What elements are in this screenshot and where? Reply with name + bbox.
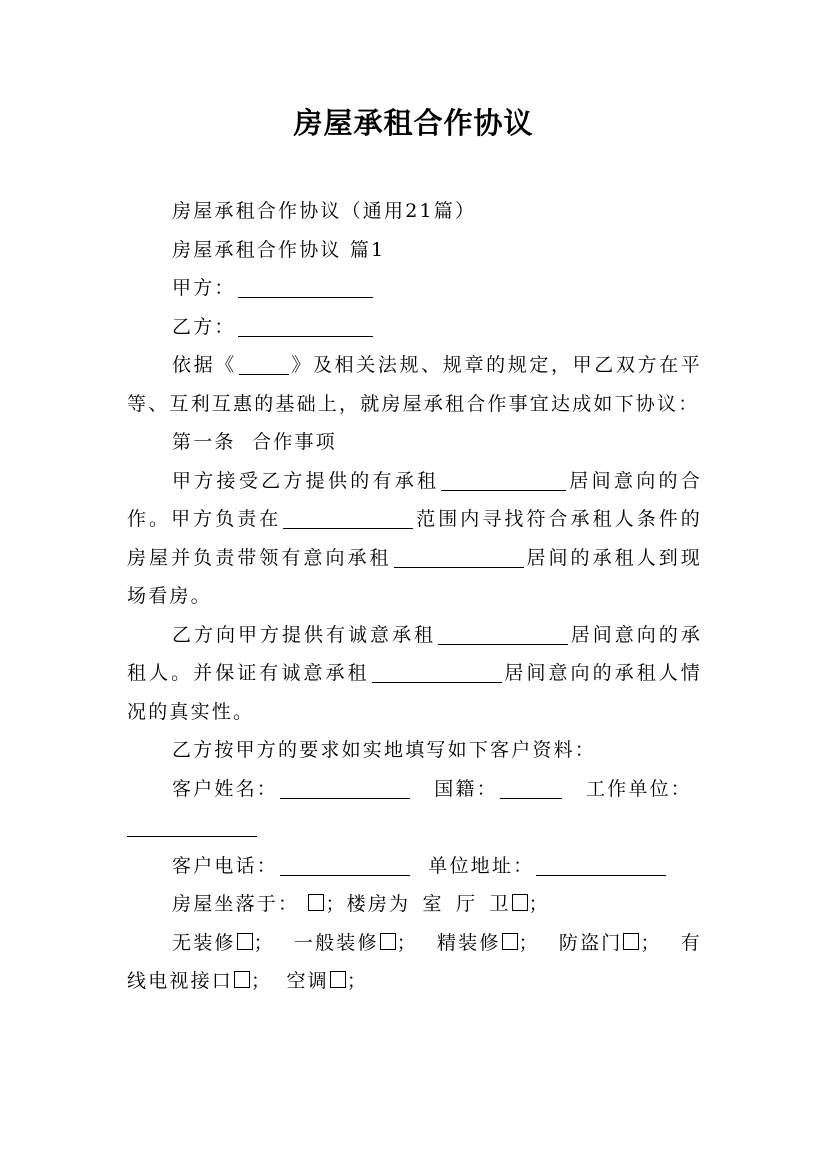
client-info-intro: 乙方按甲方的要求如实地填写如下客户资料： (172, 739, 597, 761)
client-phone-label: 客户电话： (172, 854, 279, 877)
law-name-blank[interactable] (239, 350, 289, 375)
house-location-line (127, 885, 702, 924)
room-label: 室 (422, 893, 444, 915)
party-b-label: 乙方： (172, 315, 236, 338)
rent-type-blank-2[interactable] (394, 543, 524, 568)
separator: ； (253, 931, 275, 954)
cable-tv-label-a: 有 (680, 931, 702, 954)
client-name-label: 客户姓名： (172, 777, 279, 800)
general-decor-label: 一般装修 (293, 931, 379, 954)
work-unit-blank[interactable] (127, 812, 257, 837)
client-phone-line (127, 847, 702, 886)
cooperation-paragraph-b (127, 616, 702, 732)
no-decor-label: 无装修 (172, 931, 236, 954)
fine-decor-label: 精装修 (436, 931, 501, 954)
bath-semicolon: ； (528, 893, 550, 915)
rent-type-blank-1[interactable] (441, 466, 566, 491)
security-door-label: 防盗门 (558, 931, 623, 954)
client-name-line (127, 770, 702, 809)
separator: ； (640, 931, 662, 954)
hall-label: 厅 (455, 893, 478, 915)
aircon-checkbox[interactable] (330, 971, 346, 988)
basis-paragraph (127, 346, 702, 423)
house-location-checkbox[interactable] (308, 894, 324, 911)
unit-address-label: 单位地址： (428, 854, 535, 877)
article-1-heading: 第一条 合作事项 (172, 431, 337, 453)
para-a-text-a: 甲方接受乙方提供的有承租 (172, 469, 440, 492)
party-b-line (127, 308, 702, 347)
decoration-options-line (127, 924, 702, 963)
bath-checkbox[interactable] (512, 894, 528, 911)
house-location-label: 房屋坐落于： (172, 893, 300, 915)
para-b-text-b: 居间意向的承租人。并保证有诚意承租 (127, 623, 702, 684)
client-phone-blank[interactable] (280, 851, 410, 876)
building-label: ；楼房为 (325, 893, 411, 915)
work-unit-label: 工作单位： (585, 777, 692, 800)
party-a-line (127, 269, 702, 308)
cable-tv-label-b: 线电视接口 (127, 970, 234, 992)
nationality-blank[interactable] (500, 774, 562, 799)
basis-text-a: 依据《 (172, 354, 237, 376)
cable-aircon-line (127, 962, 702, 1001)
para-a-text-d: 居间的承租人到现场看房。 (127, 546, 702, 607)
rent-type-blank-4[interactable] (372, 658, 502, 683)
basis-text-b: 》及相关法规、规章的规定，甲乙双方在平等、互利互惠的基础上，就房屋承租合作事宜达成如下协议： (127, 354, 702, 415)
separator: ； (346, 970, 369, 992)
subtitle: 房屋承租合作协议（通用21篇） (172, 200, 477, 222)
bath-label: 卫 (489, 893, 511, 915)
party-a-label: 甲方： (172, 277, 236, 299)
separator: ； (396, 931, 418, 954)
para-b-text-a: 乙方向甲方提供有诚意承租 (172, 623, 436, 646)
party-a-blank[interactable] (238, 273, 373, 298)
security-door-checkbox[interactable] (623, 933, 639, 950)
rent-type-blank-3[interactable] (438, 620, 568, 645)
client-name-blank[interactable] (280, 774, 410, 799)
para-b-text-c: 居间意向的承租人情况的真实性。 (127, 662, 702, 723)
general-decor-checkbox[interactable] (380, 933, 396, 950)
aircon-label: 空调 (286, 970, 329, 992)
document-body (127, 192, 702, 1001)
no-decor-checkbox[interactable] (237, 933, 253, 950)
cable-tv-checkbox[interactable] (234, 971, 250, 988)
work-unit-line (127, 808, 702, 847)
cooperation-paragraph-a (127, 462, 702, 616)
document-title: 房屋承租合作协议 (293, 106, 534, 140)
fine-decor-checkbox[interactable] (502, 933, 518, 950)
para-a-text-c: 范围内寻找符合承租人条件的房屋并负责带领有意向承租 (127, 508, 702, 569)
separator: ； (251, 970, 273, 992)
nationality-label: 国籍： (434, 777, 498, 800)
unit-address-blank[interactable] (536, 851, 666, 876)
separator: ； (518, 931, 540, 954)
area-range-blank[interactable] (283, 504, 413, 529)
section-heading: 房屋承租合作协议 篇1 (172, 238, 386, 261)
para-a-text-b: 居间意向的合作。甲方负责在 (127, 469, 702, 530)
party-b-blank[interactable] (238, 312, 373, 337)
